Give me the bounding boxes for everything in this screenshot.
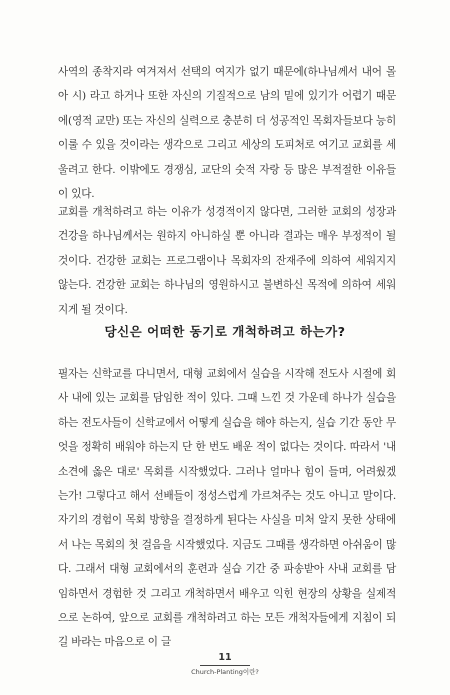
section-heading: 당신은 어떠한 동기로 개척하려고 하는가? [104,324,346,339]
paragraph-motives: 사역의 종착지라 여겨져서 선택의 여지가 없기 때문에(하나님께서 내어 몰아 시) 라고 하거나 또한 자신의 기질적으로 남의 밑에 있기가 어렵기 때문에(영적 교만) 또는 자신의 실력으로 충분히 더 성공적인 목회자들보다 능히 이룰 수 있을 것이라는 생각으로 그리고 세상의 도피처로 여기고 교회를 세울려고 한다. 이밖에도 경쟁심, 교단의 숫적 자랑 등 많은 부적절한 이유들이 있다. [58,66,396,201]
page-footer [0,652,450,677]
page-number: 11 [218,652,232,663]
footer-rule [200,665,250,666]
paragraph-author-experience: 필자는 신학교를 다니면서, 대형 교회에서 실습을 시작해 전도사 시절에 회사 내에 있는 교회를 담임한 적이 있다. 그때 느낀 것 가운데 하나가 실습을 하는 전도사들이 신학교에서 어떻게 실습을 해야 하는지, 실습 기간 동안 무엇을 정확히 배워야 하는지 단 한 번도 배운 적이 없다는 것이다. 따라서 '내 소견에 옳은 대로' 목회를 시작했었다. 그러나 얼마나 힘이 들며, 어려웠겠는가! 그렇다고 해서 선배들이 정성스럽게 가르쳐주는 것도 아니고 말이다. 자기의 경험이 목회 방향을 결정하게 된다는 사실을 미처 알지 못한 상태에서 나는 목회의 첫 걸음을 시작했었다. 지금도 그때를 생각하면 아쉬움이 많다. 그래서 대형 교회에서의 훈련과 실습 기간 중 파송받아 사내 교회를 담임하면서 경험한 것 그리고 개척하면서 배우고 익힌 현장의 상황을 실제적으로 논하여, 앞으로 교회를 개척하려고 하는 모든 개척자들에게 지침이 되길 바라는 마음으로 이 글 [58,368,396,649]
paragraph-biblical-reasons: 교회를 개척하려고 하는 이유가 성경적이지 않다면, 그러한 교회의 성장과 건강을 하나님께서는 원하지 아니하실 뿐 아니라 결과는 매우 부정적이 될 것이다. 건강한 교회는 프로그램이나 목회자의 잔재주에 의하여 세워지지 않는다. 건강한 교회는 하나님의 영원하시고 불변하신 목적에 의하여 세워지게 될 것이다. [58,206,396,316]
footer-title: Church-Planting이란? [191,668,259,676]
